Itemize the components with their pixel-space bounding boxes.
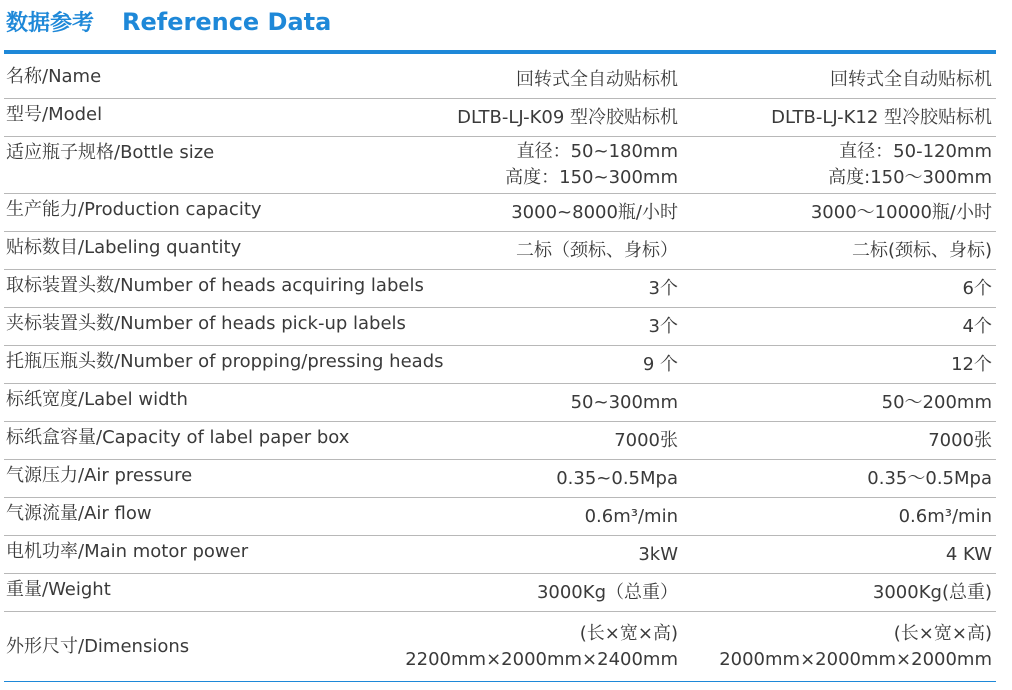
value-line: 3kW — [638, 543, 678, 565]
value-k12 — [692, 137, 992, 193]
value-k09 — [358, 612, 678, 681]
table-row — [4, 460, 996, 498]
value-k12 — [692, 422, 992, 459]
value-line: 3000~8000瓶/小时 — [511, 201, 678, 223]
table-row — [4, 61, 996, 99]
value-k12 — [692, 194, 992, 231]
value-line: 2000mm×2000mm×2000mm — [719, 648, 992, 670]
table-row — [4, 99, 996, 137]
value-line: 3000～10000瓶/小时 — [810, 201, 992, 223]
row-label: 电机功率/Main motor power — [6, 541, 249, 562]
value-line: 高度:150～300mm — [828, 167, 992, 188]
value-k09 — [358, 270, 678, 307]
row-label: 外形尺寸/Dimensions — [6, 635, 190, 657]
value-k12 — [692, 536, 992, 573]
value-line: 0.35~0.5Mpa — [556, 467, 678, 489]
header-divider — [4, 50, 996, 54]
table-row — [4, 574, 996, 612]
value-line: 3000Kg（总重） — [536, 581, 678, 603]
table-row — [4, 232, 996, 270]
table-row — [4, 270, 996, 308]
value-k09 — [358, 99, 678, 136]
table-row — [4, 137, 996, 194]
value-k09 — [358, 137, 678, 193]
value-k09 — [358, 460, 678, 497]
value-line: 2200mm×2000mm×2400mm — [405, 648, 678, 670]
row-label: 生产能力/Production capacity — [6, 199, 262, 220]
value-line: 50~300mm — [570, 391, 678, 413]
value-line: 回转式全自动贴标机 — [830, 68, 992, 90]
value-line: (长×宽×高) — [893, 622, 992, 644]
value-k12 — [692, 574, 992, 611]
value-k09 — [358, 61, 678, 98]
value-line: 直径：50-120mm — [839, 141, 992, 162]
value-k12 — [692, 612, 992, 681]
value-line: 二标（颈标、身标） — [516, 239, 678, 261]
value-k09 — [358, 194, 678, 231]
table-row — [4, 308, 996, 346]
spec-table — [4, 61, 996, 682]
table-row — [4, 346, 996, 384]
value-line: DLTB-LJ-K09 型冷胶贴标机 — [457, 106, 678, 128]
value-k09 — [358, 346, 678, 383]
table-row — [4, 384, 996, 422]
value-line: 50～200mm — [881, 391, 992, 413]
value-k12 — [692, 99, 992, 136]
row-label: 重量/Weight — [6, 579, 111, 600]
value-line: (长×宽×高) — [579, 622, 678, 644]
value-line: 高度：150~300mm — [505, 167, 678, 188]
value-line: 7000张 — [928, 429, 992, 451]
value-line: 7000张 — [614, 429, 678, 451]
value-k12 — [692, 346, 992, 383]
table-row — [4, 194, 996, 232]
row-label: 夹标装置头数/Number of heads pick-up labels — [6, 313, 406, 334]
page-title-cn: 数据参考 — [6, 11, 95, 36]
value-k09 — [358, 422, 678, 459]
row-label: 气源流量/Air flow — [6, 503, 152, 524]
value-k09 — [358, 308, 678, 345]
row-label: 标纸盒容量/Capacity of label paper box — [6, 427, 350, 448]
page-header — [6, 6, 331, 40]
value-line: 4个 — [962, 315, 992, 337]
value-k09 — [358, 536, 678, 573]
value-line: 3000Kg(总重) — [872, 581, 992, 603]
value-line: 6个 — [962, 277, 992, 299]
value-k09 — [358, 384, 678, 421]
value-line: 二标(颈标、身标) — [851, 239, 992, 261]
row-label: 名称/Name — [6, 66, 102, 87]
table-row — [4, 498, 996, 536]
value-line: DLTB-LJ-K12 型冷胶贴标机 — [771, 106, 992, 128]
value-k09 — [358, 574, 678, 611]
row-label: 标纸宽度/Label width — [6, 389, 188, 410]
value-k12 — [692, 61, 992, 98]
value-k12 — [692, 384, 992, 421]
value-k12 — [692, 498, 992, 535]
row-label: 适应瓶子规格/Bottle size — [6, 142, 215, 163]
value-line: 回转式全自动贴标机 — [516, 68, 678, 90]
value-line: 3个 — [648, 315, 678, 337]
value-line: 直径：50~180mm — [516, 141, 678, 162]
row-label: 取标装置头数/Number of heads acquiring labels — [6, 275, 424, 296]
table-row — [4, 536, 996, 574]
table-row — [4, 422, 996, 460]
row-label: 托瓶压瓶头数/Number of propping/pressing heads — [6, 351, 444, 372]
value-line: 0.6m³/min — [898, 505, 992, 527]
row-label: 贴标数目/Labeling quantity — [6, 237, 242, 258]
value-line: 3个 — [648, 277, 678, 299]
value-k09 — [358, 232, 678, 269]
value-line: 0.35～0.5Mpa — [867, 467, 992, 489]
value-k12 — [692, 308, 992, 345]
value-line: 0.6m³/min — [584, 505, 678, 527]
table-row — [4, 612, 996, 682]
page-title-en: Reference Data — [122, 8, 332, 36]
value-k12 — [692, 270, 992, 307]
row-label: 气源压力/Air pressure — [6, 465, 193, 486]
value-line: 12个 — [951, 353, 992, 375]
value-line: 4 KW — [945, 543, 992, 565]
value-k09 — [358, 498, 678, 535]
value-line: 9 个 — [642, 353, 678, 375]
value-k12 — [692, 460, 992, 497]
row-label: 型号/Model — [6, 104, 103, 125]
value-k12 — [692, 232, 992, 269]
